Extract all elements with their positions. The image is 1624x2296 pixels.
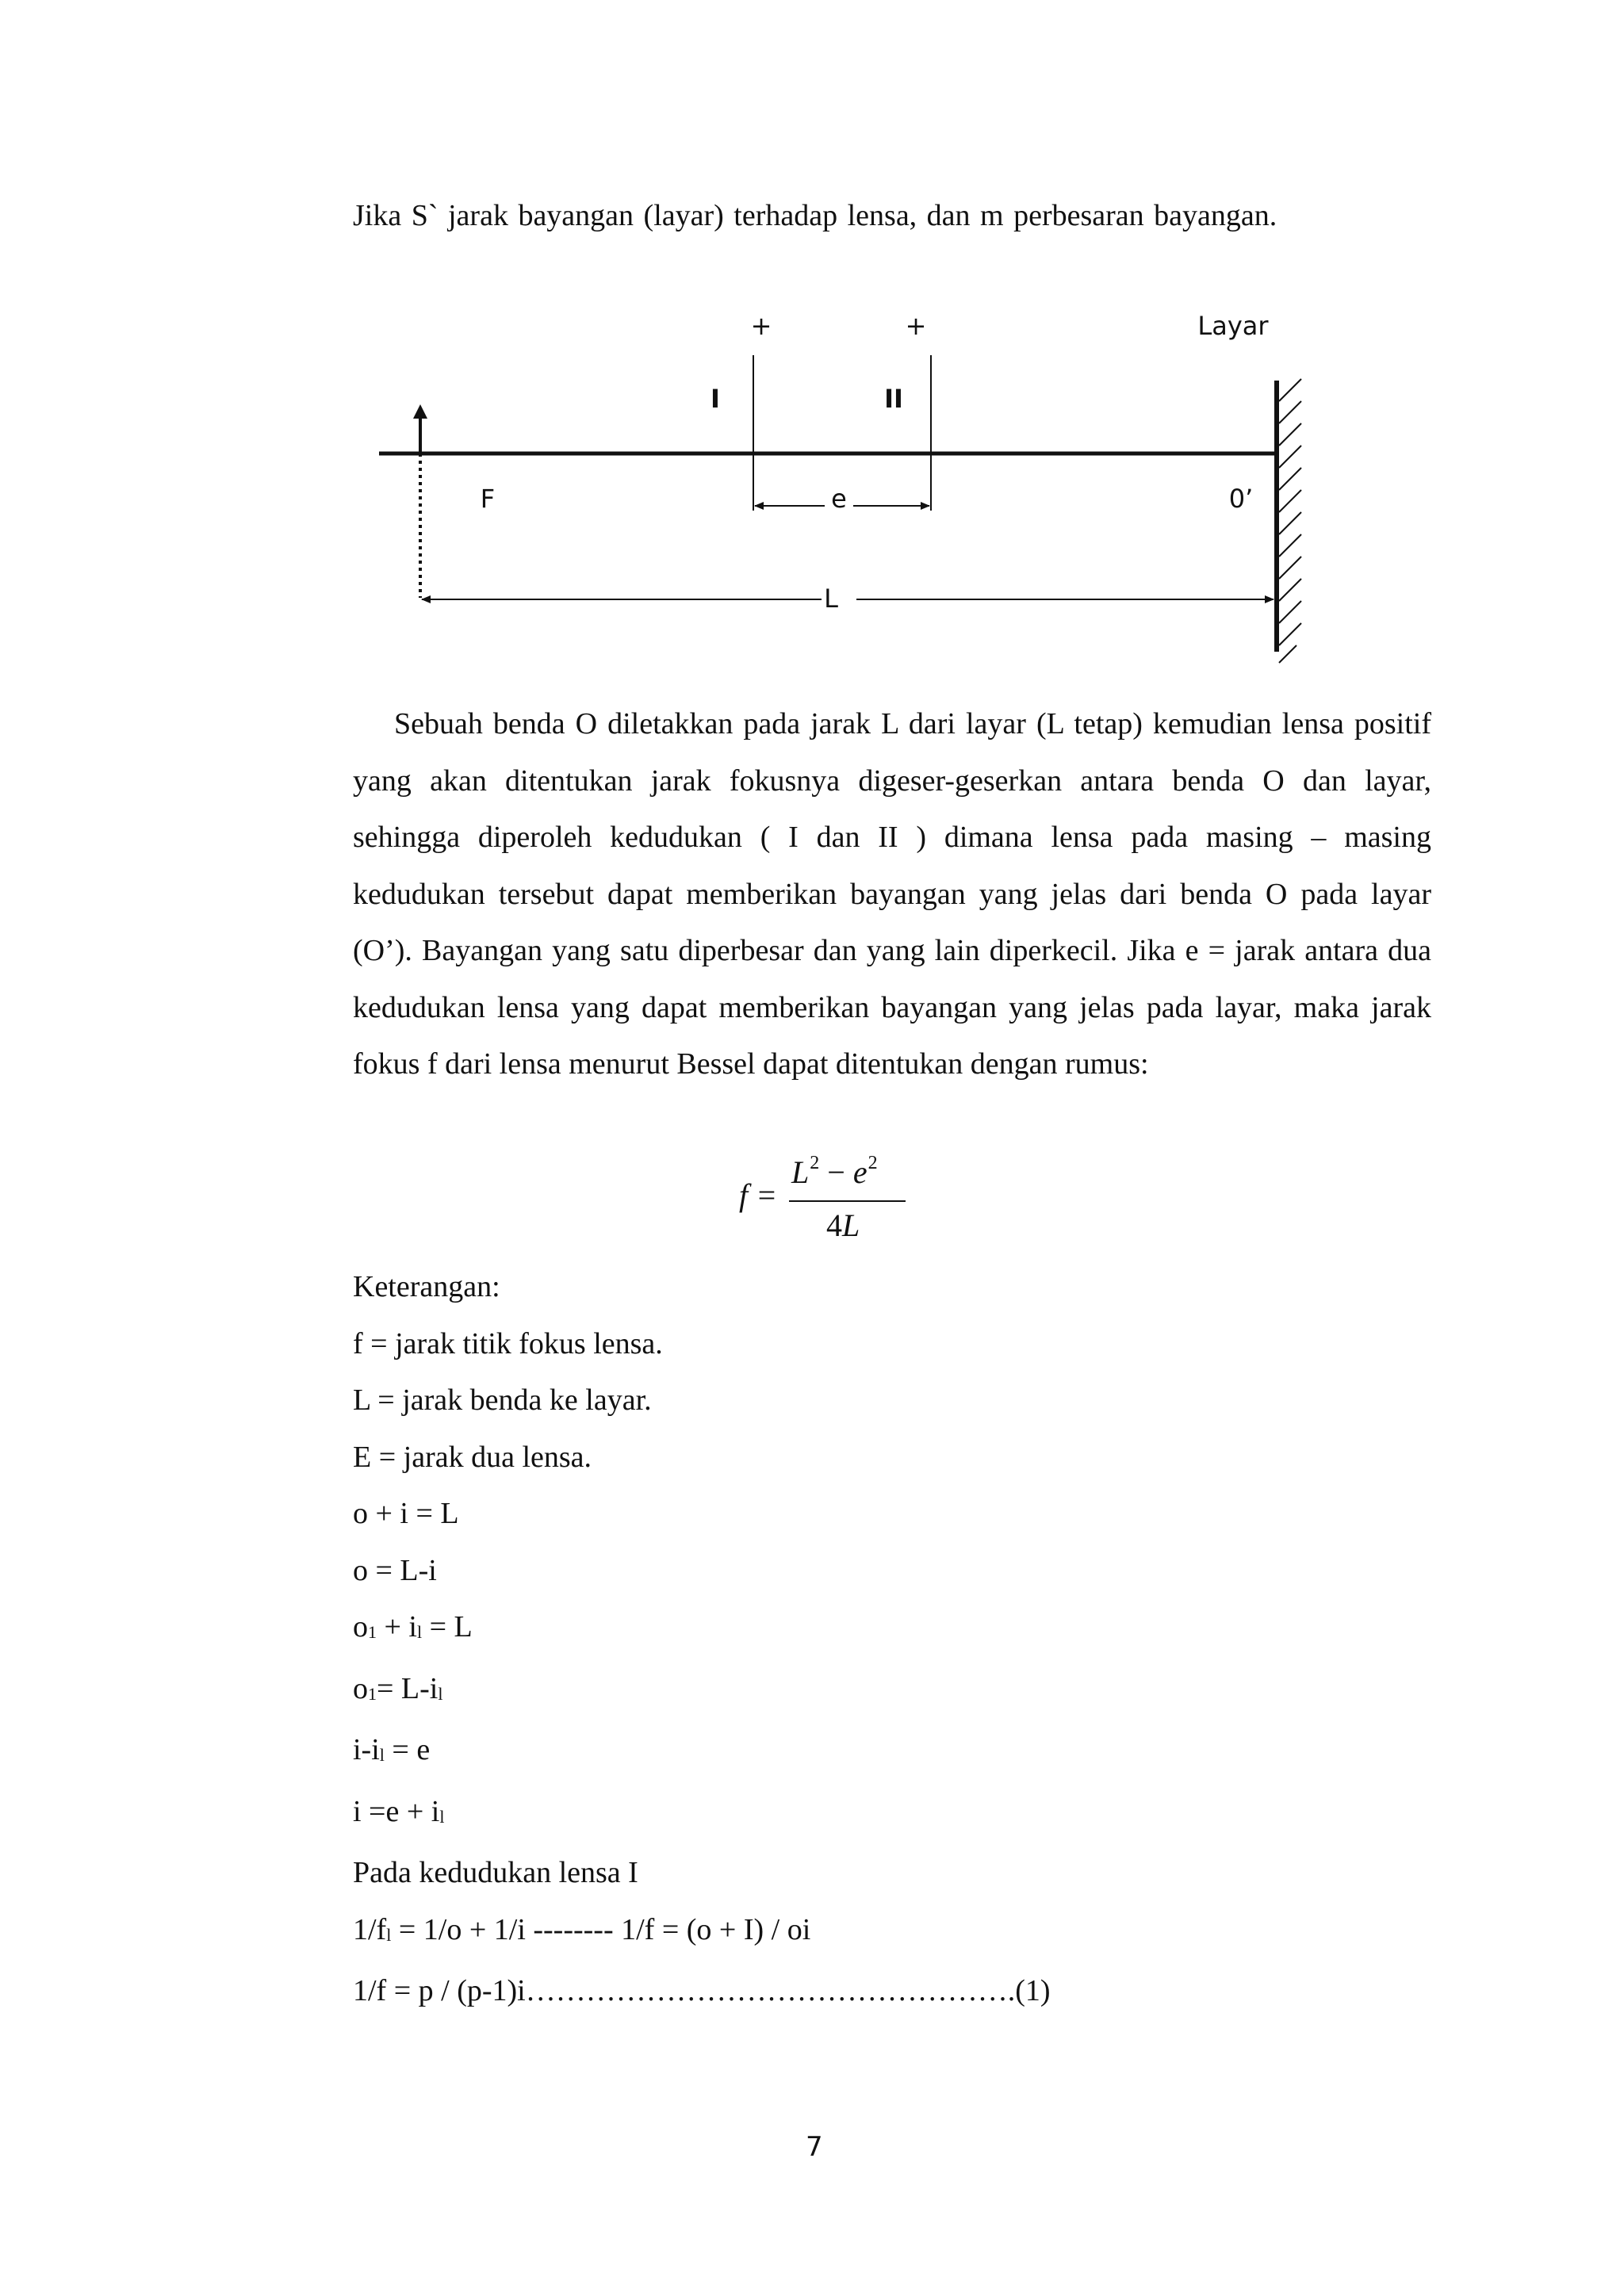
fraction-bar	[789, 1200, 906, 1202]
lens-2-label: II	[884, 384, 903, 414]
position-heading: Pada kedudukan lensa I	[353, 1856, 638, 1889]
equation-4: $o_1= L-i_l$	[353, 1671, 443, 1705]
equation-2: o = L-i	[353, 1553, 437, 1587]
plus-left-label: +	[750, 311, 772, 341]
legend-line-E: E = jarak dua lensa.	[353, 1440, 592, 1474]
screen-label: Layar	[1197, 311, 1269, 341]
image-label: 0’	[1228, 484, 1254, 514]
lens-1-label: I	[710, 384, 720, 414]
equation-7: $1/f_l = 1/o + 1/i$ -------- 1/f = (o + I) / oi	[353, 1912, 811, 1946]
legend-block	[353, 1259, 1051, 2020]
plus-right-label: +	[905, 311, 927, 341]
formula-numerator: $L^2 - e^2$	[791, 1153, 878, 1190]
equation-3: $o_1 + i_l = L$	[353, 1610, 473, 1644]
formula-denominator: 4L	[826, 1207, 860, 1243]
bessel-lens-diagram	[0, 0, 1624, 714]
screen	[1277, 379, 1301, 663]
equation-6: $i =e + i_l$	[353, 1794, 445, 1828]
legend-heading: Keterangan:	[353, 1270, 500, 1303]
formula-lhs: f =	[739, 1177, 778, 1213]
equation-5: $i-i_l = e$	[353, 1733, 431, 1766]
legend-line-L: L = jarak benda ke layar.	[353, 1383, 652, 1417]
equation-8: 1/f = p / (p-1)i………………………………………….(1)	[353, 1974, 1051, 2007]
distance-e-label: e	[831, 484, 847, 514]
object-arrow	[413, 404, 427, 598]
body-paragraph: Sebuah benda O diletakkan pada jarak L dari layar (L tetap) kemudian lensa positif yang akan ditentukan jarak fokusnya digeser-geserkan antara benda O dan layar, sehingga diperoleh kedudukan ( I dan II ) dimana lensa pada masing – masing kedudukan tersebut dapat memberikan bayangan yang jelas dari benda O pada layar (O’). Bayangan yang satu diperbesar dan yang lain diperkecil. Jika e = jarak antara dua kedudukan lensa yang dapat memberikan bayangan yang jelas pada layar, maka jarak fokus f dari lensa menurut Bessel dapat ditentukan dengan rumus:	[353, 707, 1431, 1081]
bessel-formula	[726, 1153, 916, 1253]
distance-L-label: L	[824, 584, 838, 614]
object-label: F	[480, 484, 496, 514]
intro-sentence: Jika S` jarak bayangan (layar) terhadap lensa, dan m perbesaran bayangan.	[353, 199, 1277, 232]
page-number: 7	[806, 2131, 823, 2163]
legend-line-f: f = jarak titik fokus lensa.	[353, 1326, 663, 1360]
equation-1: o + i = L	[353, 1497, 459, 1530]
